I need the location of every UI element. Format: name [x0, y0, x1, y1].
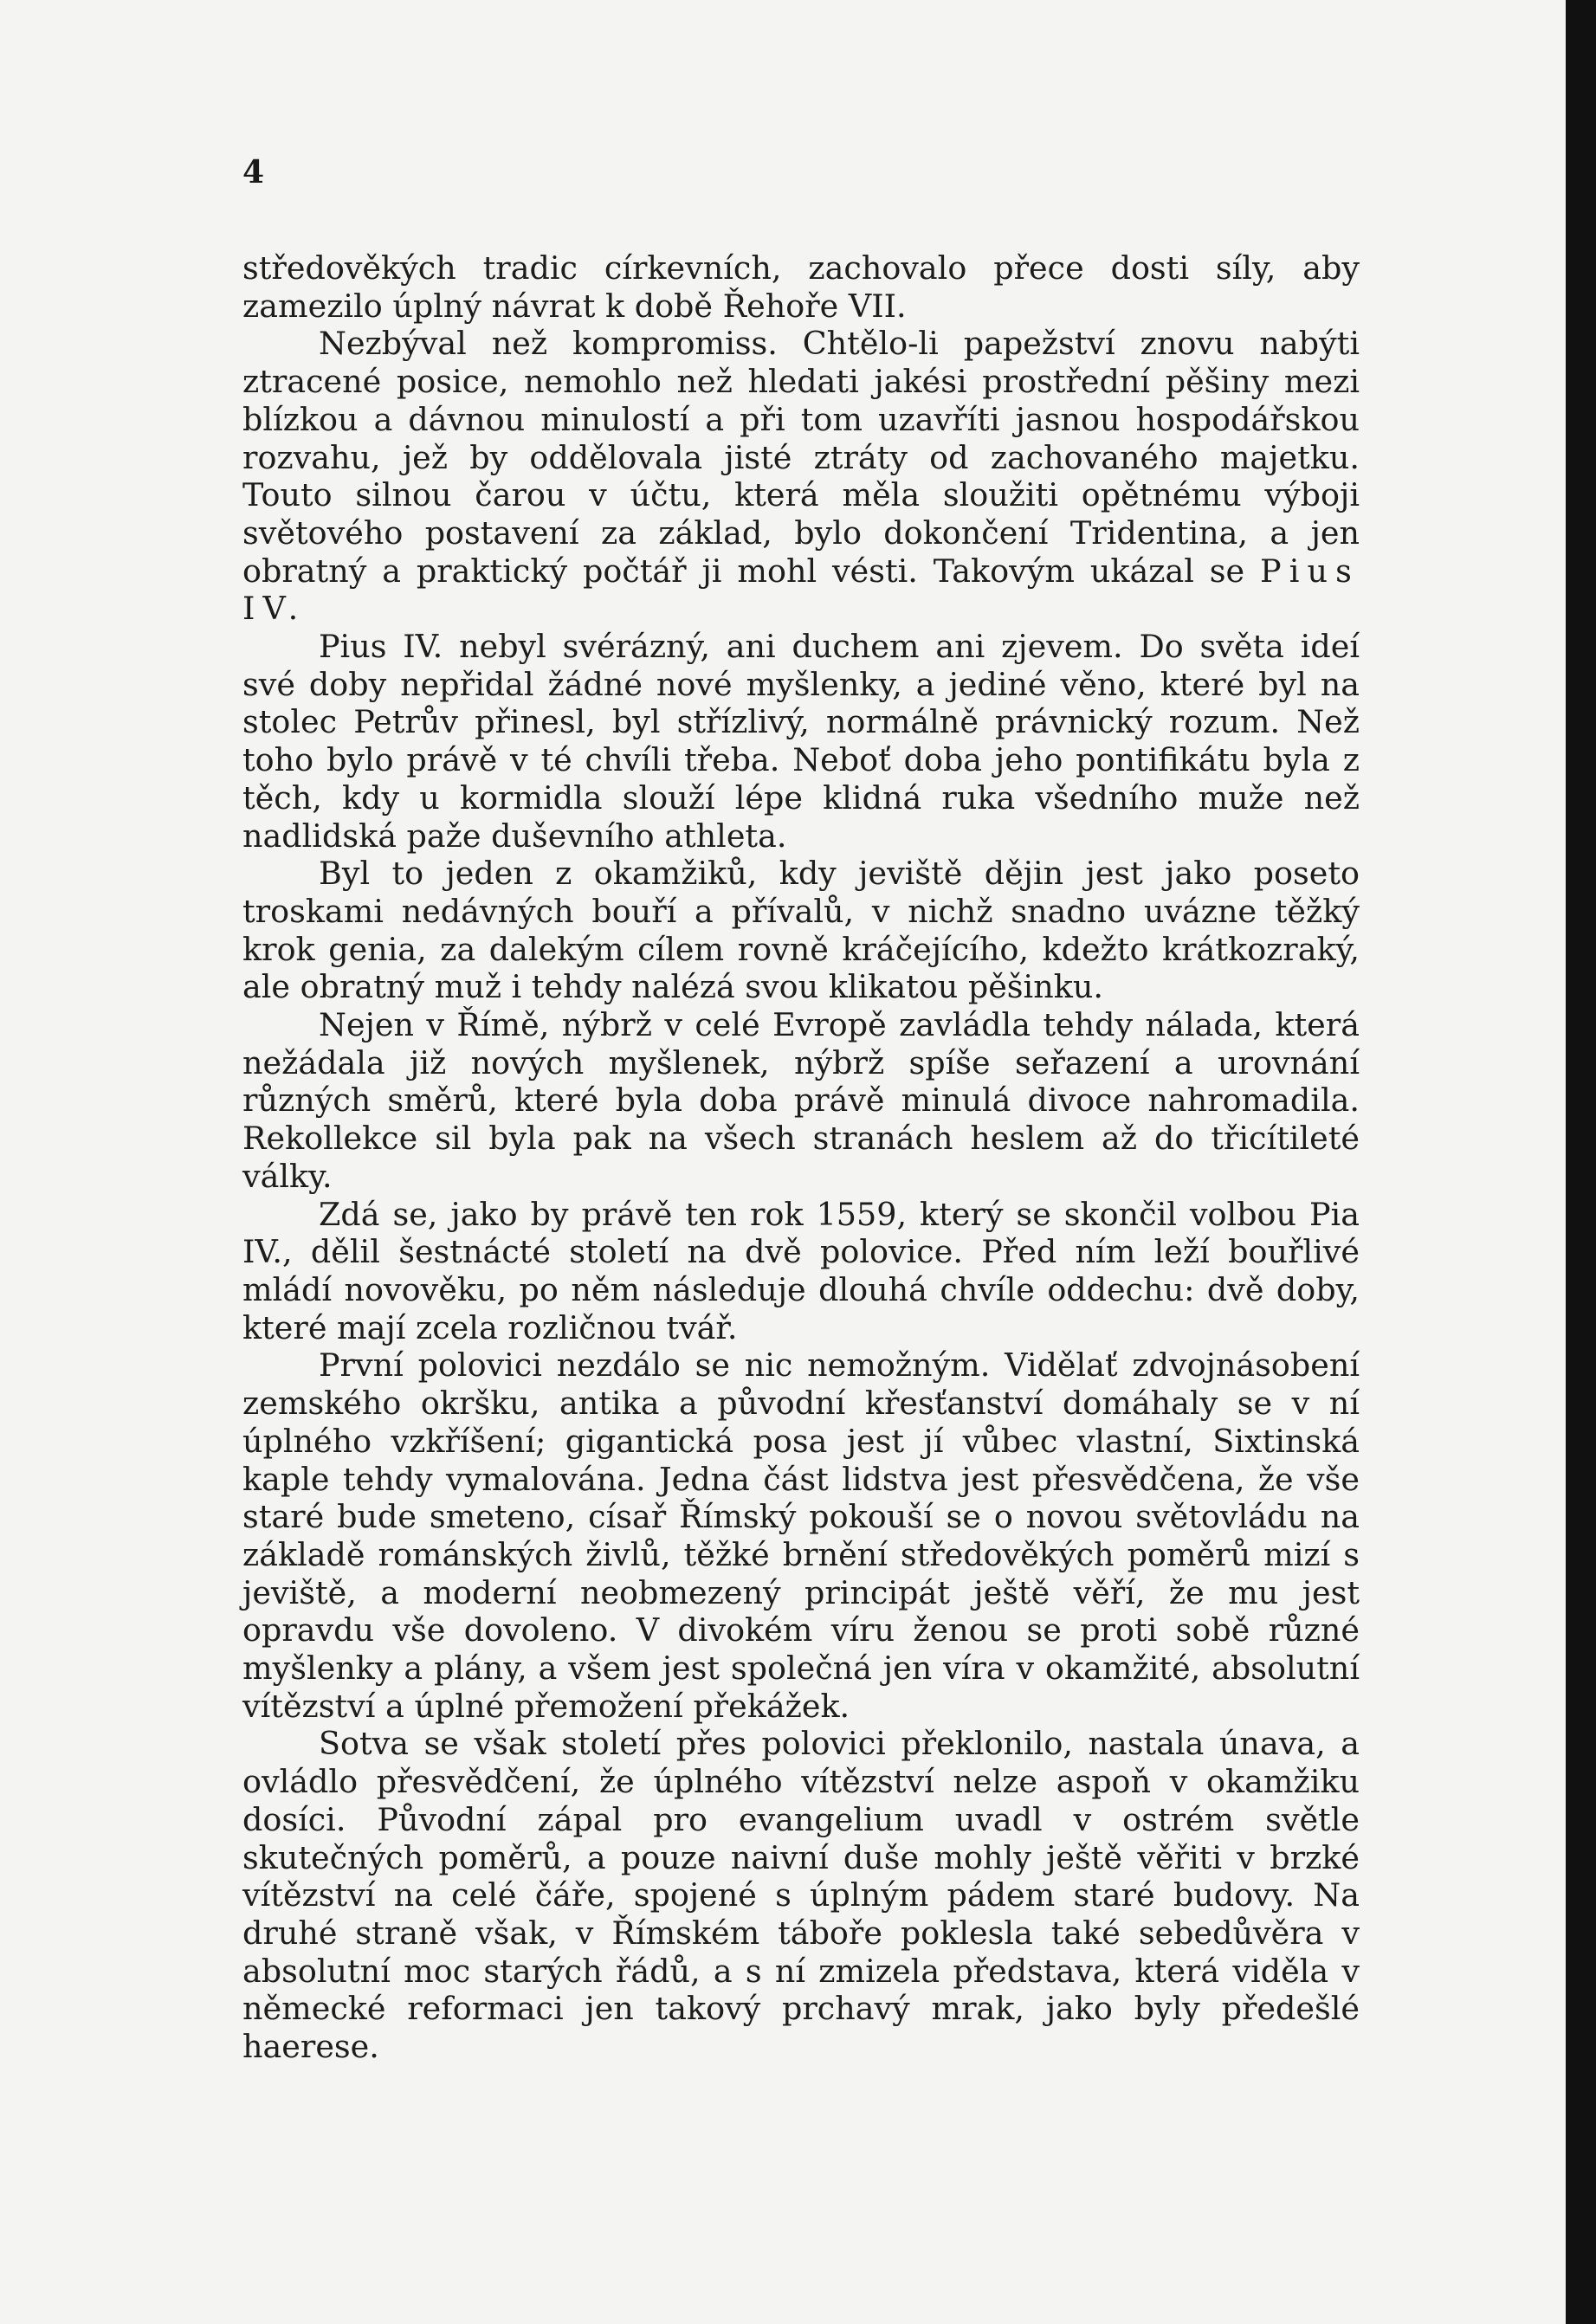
paragraph-text: Nezbýval než kompromiss. Chtělo-li papežství znovu nabýti ztracené posice, nemohlo než hledati jakési prostřední pěšiny mezi blízkou a dávnou minulostí a při tom uzavříti jasnou hospodářskou rozvahu, jež by oddělovala jisté ztráty od zachovaného majetku. Touto silnou čarou v účtu, která měla sloužiti opětnému výboji světového postavení za základ, bylo dokončení Tridentina, a jen obratný a praktický počtář ji mohl vésti. Takovým ukázal se — [242, 325, 1360, 590]
paragraph-text: Sotva se však století přes polovici překlonilo, nastala únava, a ovládlo přesvědčení, že úplného vítězství nelze aspoň v okamžiku dosíci. Původní zápal pro evangelium uvadl v ostrém světle skutečných poměrů, a pouze naivní duše mohly ještě věřiti v brzké vítězství na celé čáře, spojené s úplným pádem staré budovy. Na druhé straně však, v Římském táboře poklesla také sebedůvěra v absolutní moc starých řádů, a s ní zmizela představa, která viděla v německé reformaci jen takový prchavý mrak, jako byly předešlé haerese. — [242, 1725, 1360, 2066]
paragraph — [242, 325, 1360, 628]
paragraph — [242, 1006, 1360, 1196]
page-number: 4 — [242, 154, 265, 190]
paragraph-text: Nejen v Římě, nýbrž v celé Evropě zavládla tehdy nálada, která nežádala již nových myšlenek, nýbrž spíše seřazení a urovnání různých směrů, které byla doba právě minulá divoce nahromadila. Rekollekce sil byla pak na všech stranách heslem až do třicítileté války. — [242, 1006, 1360, 1195]
body-text — [242, 249, 1360, 2066]
paragraph-text: Byl to jeden z okamžiků, kdy jeviště dějin jest jako poseto troskami nedávných bouří a přívalů, v nichž snadno uvázne těžký krok genia, za dalekým cílem rovně kráčejícího, kdežto krátkozraký, ale obratný muž i tehdy nalézá svou klikatou pěšinku. — [242, 855, 1360, 1006]
paragraph-text: První polovici nezdálo se nic nemožným. Vidělať zdvojnásobení zemského okršku, antika a původní křesťanství domáhaly se v ní úplného vzkříšení; gigantická posa jest jí vůbec vlastní, Sixtinská kaple tehdy vymalována. Jedna část lidstva jest přesvědčena, že vše staré bude smeteno, císař Římský pokouší se o novou světovládu na základě románských živlů, těžké brnění středověkých poměrů mizí s jeviště, a moderní neobmezený principát ještě věří, že mu jest opravdu vše dovoleno. V divokém víru ženou se proti sobě různé myšlenky a plány, a všem jest společná jen víra v okamžité, absolutní vítězství a úplné přemožení překážek. — [242, 1346, 1360, 1725]
paragraph-text: Pius IV. nebyl svérázný, ani duchem ani zjevem. Do světa ideí své doby nepřidal žádné nové myšlenky, a jediné věno, které byl na stolec Petrův přinesl, byl střízlivý, normálně právnický rozum. Než toho bylo právě v té chvíli třeba. Neboť doba jeho pontifikátu byla z těch, kdy u kormidla slouží lépe klidná ruka všedního muže než nadlidská paže duševního athleta. — [242, 628, 1360, 855]
paragraph — [242, 1725, 1360, 2065]
paragraph — [242, 1196, 1360, 1347]
paragraph — [242, 249, 1360, 325]
paragraph-text: středověkých tradic církevních, zachovalo přece dosti síly, aby zamezilo úplný návrat k době Řehoře VII. — [242, 249, 1360, 325]
paragraph — [242, 628, 1360, 855]
paragraph — [242, 1346, 1360, 1725]
paragraph-text: Zdá se, jako by právě ten rok 1559, který se skončil volbou Pia IV., dělil šestnácté století na dvě polovice. Před ním leží bouřlivé mládí novověku, po něm následuje dlouhá chvíle oddechu: dvě doby, které mají zcela rozličnou tvář. — [242, 1195, 1360, 1346]
paragraph — [242, 855, 1360, 1006]
scan-border — [1566, 0, 1596, 2324]
emphasized-name: Pius IV. — [242, 552, 1360, 628]
